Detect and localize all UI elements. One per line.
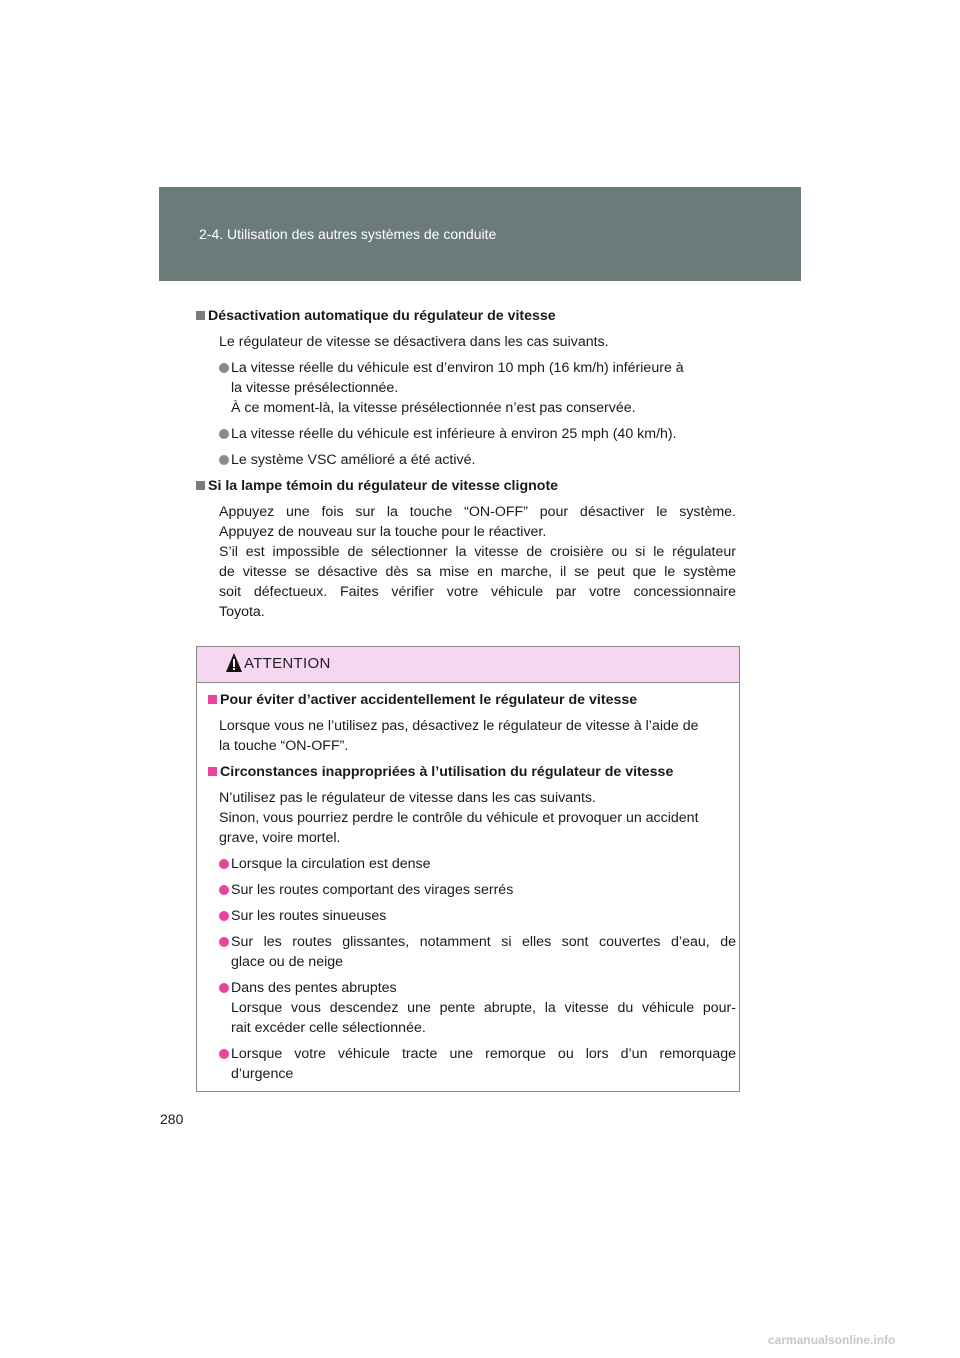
main-content: [208, 306, 736, 622]
circle-bullet-icon: [219, 937, 229, 947]
page-number: 280: [160, 1111, 184, 1127]
circle-bullet-icon: [219, 911, 229, 921]
paragraph: Le régulateur de vitesse se désactivera dans les cas suivants.: [219, 334, 609, 350]
circle-bullet-icon: [219, 363, 229, 373]
warning-triangle-icon: [225, 652, 243, 674]
circle-bullet-icon: [219, 429, 229, 439]
list-item: Lorsque votre véhicule tracte une remorque ou lors d’un remorquage d’urgence: [219, 1044, 736, 1084]
list-item: La vitesse réelle du véhicule est inférieure à environ 25 mph (40 km/h).: [219, 424, 736, 444]
circle-bullet-icon: [219, 885, 229, 895]
attention-heading: Pour éviter d’activer accidentellement le régulateur de vitesse: [208, 690, 736, 710]
list-item: Lorsque la circulation est dense: [219, 854, 736, 874]
square-bullet-icon: [208, 767, 217, 776]
paragraph: N’utilisez pas le régulateur de vitesse dans les cas suivants. Sinon, vous pourriez perdre le contrôle du véhicule et provoquer un accident grave, voire mortel.: [219, 790, 699, 846]
attention-heading: Circonstances inappropriées à l’utilisation du régulateur de vitesse: [208, 762, 736, 782]
list-item: Le système VSC amélioré a été activé.: [219, 450, 736, 470]
footer-watermark: carmanualsonline.info: [768, 1333, 896, 1347]
section-heading: Si la lampe témoin du régulateur de vitesse clignote: [196, 476, 736, 496]
attention-box: [196, 646, 740, 1092]
square-bullet-icon: [208, 695, 217, 704]
list-item: La vitesse réelle du véhicule est d’environ 10 mph (16 km/h) inférieure à la vitesse présélectionnée. À ce moment-là, la vitesse présélectionnée n’est pas conservée.: [219, 358, 736, 418]
attention-title: ATTENTION: [244, 655, 331, 672]
list-item: Sur les routes glissantes, notamment si elles sont couvertes d’eau, de glace ou de neige: [219, 932, 736, 972]
paragraph: Appuyez une fois sur la touche “ON-OFF” pour désactiver le système. Appuyez de nouveau sur la touche pour le réactiver. S’il est impossible de sélectionner la vitesse de croisière ou si le régulateur de vitesse se désactive dès sa mise en marche, il se peut que le système soit défectueux. Faites vérifier votre véhicule par votre concessionnaire Toyota.: [219, 504, 736, 620]
section-header: [159, 187, 801, 281]
circle-bullet-icon: [219, 1049, 229, 1059]
section-heading: Désactivation automatique du régulateur de vitesse: [196, 306, 736, 326]
attention-content: [208, 690, 736, 1084]
list-item: Sur les routes sinueuses: [219, 906, 736, 926]
square-bullet-icon: [196, 311, 205, 320]
list-item: Sur les routes comportant des virages serrés: [219, 880, 736, 900]
attention-header: [197, 647, 739, 683]
section-title: 2-4. Utilisation des autres systèmes de conduite: [199, 226, 497, 242]
list-item: Dans des pentes abruptes Lorsque vous descendez une pente abrupte, la vitesse du véhicule pour- rait excéder celle sélectionnée.: [219, 978, 736, 1038]
paragraph: Lorsque vous ne l’utilisez pas, désactivez le régulateur de vitesse à l’aide de la touche “ON-OFF”.: [219, 718, 699, 754]
circle-bullet-icon: [219, 859, 229, 869]
circle-bullet-icon: [219, 455, 229, 465]
circle-bullet-icon: [219, 983, 229, 993]
square-bullet-icon: [196, 481, 205, 490]
